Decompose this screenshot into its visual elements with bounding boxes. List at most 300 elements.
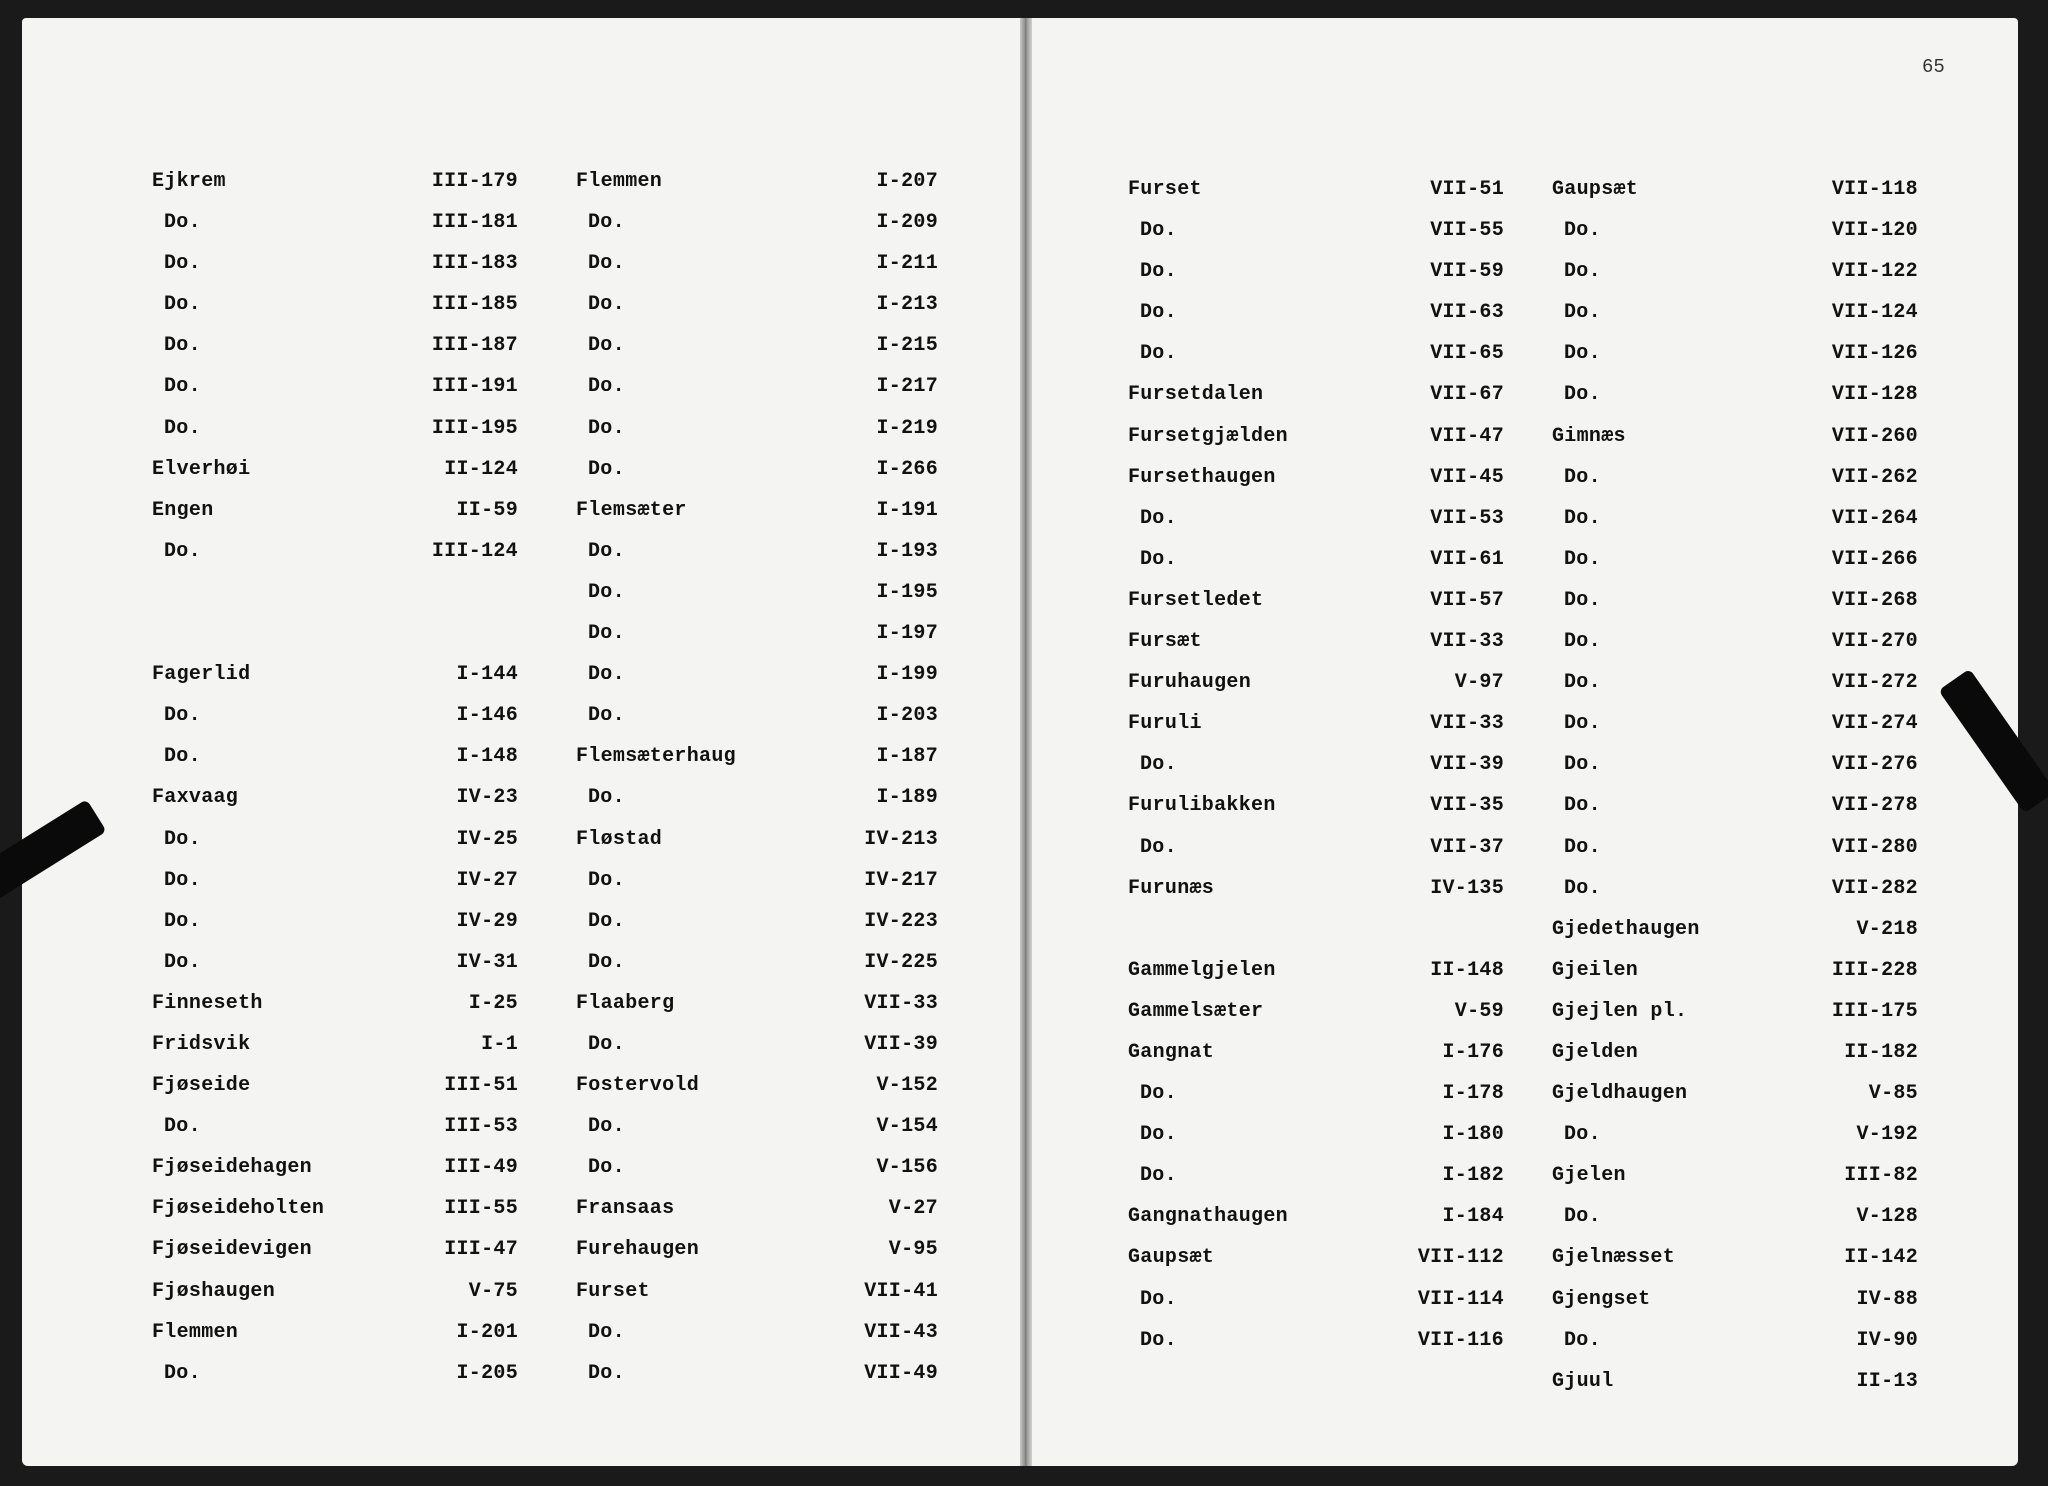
index-entry xyxy=(1128,589,1504,630)
index-entry xyxy=(1128,260,1504,301)
index-entry xyxy=(152,581,518,622)
place-name: Do. xyxy=(164,868,201,892)
place-name: Do. xyxy=(1564,1205,1601,1229)
place-name: Do. xyxy=(1140,219,1177,243)
reference-number: I-209 xyxy=(876,211,938,235)
place-name: Do. xyxy=(1140,1287,1177,1311)
reference-number: VII-57 xyxy=(1430,588,1504,612)
place-name: Do. xyxy=(164,293,201,317)
index-entry xyxy=(152,252,518,293)
index-entry xyxy=(576,1033,938,1074)
index-entry xyxy=(152,704,518,745)
index-entry xyxy=(1552,1205,1918,1246)
index-entry xyxy=(1128,1288,1504,1329)
place-name: Do. xyxy=(1564,876,1601,900)
reference-number: III-228 xyxy=(1831,958,1918,982)
index-entry xyxy=(576,910,938,951)
reference-number: I-199 xyxy=(876,663,938,687)
index-entry xyxy=(576,293,938,334)
place-name: Gjedethaugen xyxy=(1552,917,1700,941)
reference-number: VII-116 xyxy=(1417,1328,1504,1352)
place-name: Fridsvik xyxy=(152,1032,251,1056)
place-name: Flaaberg xyxy=(576,991,675,1015)
reference-number: I-201 xyxy=(456,1320,518,1344)
reference-number: VII-128 xyxy=(1831,383,1918,407)
index-entry xyxy=(152,293,518,334)
reference-number: VII-278 xyxy=(1831,794,1918,818)
place-name: Do. xyxy=(588,334,625,358)
index-entry xyxy=(576,334,938,375)
reference-number: III-47 xyxy=(444,1238,518,1262)
place-name: Do. xyxy=(588,950,625,974)
place-name: Do. xyxy=(1564,588,1601,612)
index-entry xyxy=(576,704,938,745)
place-name: Flemmen xyxy=(152,1320,239,1344)
place-name: Fløstad xyxy=(576,827,663,851)
place-name: Gangnat xyxy=(1128,1040,1215,1064)
reference-number: VII-268 xyxy=(1831,588,1918,612)
reference-number: V-27 xyxy=(888,1197,938,1221)
index-entry xyxy=(1552,466,1918,507)
place-name: Do. xyxy=(588,416,625,440)
index-entry xyxy=(1128,342,1504,383)
place-name: Engen xyxy=(152,498,214,522)
reference-number: II-13 xyxy=(1856,1369,1918,1393)
place-name: Gaupsæt xyxy=(1128,1246,1215,1270)
index-entry xyxy=(576,1238,938,1279)
place-name: Do. xyxy=(1564,383,1601,407)
reference-number: I-219 xyxy=(876,416,938,440)
reference-number: III-53 xyxy=(444,1115,518,1139)
place-name: Do. xyxy=(1140,753,1177,777)
place-name: Do. xyxy=(588,1156,625,1180)
place-name: Fursetledet xyxy=(1128,588,1264,612)
place-name: Furset xyxy=(1128,178,1202,201)
place-name: Do. xyxy=(588,375,625,399)
reference-number: I-197 xyxy=(876,622,938,646)
reference-number: III-187 xyxy=(431,334,518,358)
index-column-4 xyxy=(1552,178,1918,1411)
reference-number: VII-61 xyxy=(1430,547,1504,571)
index-entry xyxy=(576,540,938,581)
index-entry xyxy=(1552,342,1918,383)
reference-number: V-152 xyxy=(876,1074,938,1098)
place-name: Do. xyxy=(588,1361,625,1385)
reference-number: VII-112 xyxy=(1417,1246,1504,1270)
index-entry xyxy=(1128,630,1504,671)
reference-number: IV-23 xyxy=(456,786,518,810)
reference-number: VII-266 xyxy=(1831,547,1918,571)
index-entry xyxy=(576,1156,938,1197)
index-entry xyxy=(1552,794,1918,835)
place-name: Do. xyxy=(588,1032,625,1056)
reference-number: V-128 xyxy=(1856,1205,1918,1229)
place-name: Do. xyxy=(1140,342,1177,366)
index-entry xyxy=(1552,178,1918,219)
reference-number: VII-114 xyxy=(1417,1287,1504,1311)
reference-number: I-266 xyxy=(876,457,938,481)
index-entry xyxy=(152,499,518,540)
place-name: Furulibakken xyxy=(1128,794,1276,818)
index-entry xyxy=(1552,1329,1918,1370)
index-entry xyxy=(1552,1288,1918,1329)
place-name: Do. xyxy=(1564,671,1601,695)
place-name: Do. xyxy=(588,1320,625,1344)
reference-number: I-213 xyxy=(876,293,938,317)
index-entry xyxy=(1128,959,1504,1000)
index-entry xyxy=(1552,383,1918,424)
index-entry xyxy=(576,663,938,704)
place-name: Do. xyxy=(164,950,201,974)
reference-number: III-49 xyxy=(444,1156,518,1180)
place-name: Do. xyxy=(588,1115,625,1139)
place-name: Furunæs xyxy=(1128,876,1215,900)
index-entry xyxy=(152,1074,518,1115)
index-entry xyxy=(1128,178,1504,219)
index-entry xyxy=(1552,877,1918,918)
reference-number: VII-51 xyxy=(1430,178,1504,201)
index-entry xyxy=(1128,712,1504,753)
reference-number: I-148 xyxy=(456,745,518,769)
place-name: Do. xyxy=(1140,1082,1177,1106)
index-entry xyxy=(576,581,938,622)
reference-number: IV-217 xyxy=(864,868,938,892)
place-name: Do. xyxy=(164,1361,201,1385)
index-entry xyxy=(1128,1041,1504,1082)
reference-number: I-205 xyxy=(456,1361,518,1385)
reference-number: V-75 xyxy=(468,1279,518,1303)
index-entry xyxy=(1552,1164,1918,1205)
reference-number: VII-43 xyxy=(864,1320,938,1344)
index-entry xyxy=(152,992,518,1033)
reference-number: I-182 xyxy=(1442,1164,1504,1188)
place-name: Finneseth xyxy=(152,991,263,1015)
index-entry xyxy=(1552,1000,1918,1041)
reference-number: V-59 xyxy=(1454,999,1504,1023)
index-entry xyxy=(576,786,938,827)
reference-number: I-180 xyxy=(1442,1123,1504,1147)
place-name: Gammelsæter xyxy=(1128,999,1264,1023)
place-name: Gjelden xyxy=(1552,1040,1639,1064)
reference-number: VII-126 xyxy=(1831,342,1918,366)
reference-number: VII-39 xyxy=(1430,753,1504,777)
index-entry xyxy=(152,1115,518,1156)
reference-number: III-195 xyxy=(431,416,518,440)
index-entry xyxy=(1128,836,1504,877)
place-name: Fagerlid xyxy=(152,663,251,687)
index-entry xyxy=(1128,466,1504,507)
reference-number: III-82 xyxy=(1844,1164,1918,1188)
index-entry xyxy=(1552,753,1918,794)
place-name: Fursæt xyxy=(1128,630,1202,654)
place-name: Do. xyxy=(164,375,201,399)
place-name: Furuli xyxy=(1128,712,1202,736)
place-name: Fursetdalen xyxy=(1128,383,1264,407)
reference-number: VII-49 xyxy=(864,1361,938,1385)
index-entry xyxy=(576,828,938,869)
reference-number: III-191 xyxy=(431,375,518,399)
place-name: Gjejlen pl. xyxy=(1552,999,1688,1023)
place-name: Flemsæterhaug xyxy=(576,745,736,769)
place-name: Do. xyxy=(1564,630,1601,654)
index-entry xyxy=(152,1156,518,1197)
place-name: Fjøseidevigen xyxy=(152,1238,312,1262)
index-entry xyxy=(1128,1123,1504,1164)
place-name: Gjelnæsset xyxy=(1552,1246,1676,1270)
book-gutter xyxy=(1020,18,1032,1466)
index-entry xyxy=(1128,794,1504,835)
reference-number: VII-270 xyxy=(1831,630,1918,654)
index-entry xyxy=(1128,1246,1504,1287)
reference-number: I-211 xyxy=(876,252,938,276)
place-name: Gammelgjelen xyxy=(1128,958,1276,982)
index-entry xyxy=(1552,918,1918,959)
reference-number: II-182 xyxy=(1844,1040,1918,1064)
reference-number: IV-88 xyxy=(1856,1287,1918,1311)
reference-number: V-192 xyxy=(1856,1123,1918,1147)
reference-number: II-142 xyxy=(1844,1246,1918,1270)
place-name: Furehaugen xyxy=(576,1238,700,1262)
reference-number: I-189 xyxy=(876,786,938,810)
place-name: Gangnathaugen xyxy=(1128,1205,1288,1229)
index-entry xyxy=(1128,1164,1504,1205)
index-entry xyxy=(1552,260,1918,301)
reference-number: III-181 xyxy=(431,211,518,235)
index-entry xyxy=(152,828,518,869)
index-entry xyxy=(576,951,938,992)
place-name: Do. xyxy=(1564,547,1601,571)
reference-number: IV-225 xyxy=(864,950,938,974)
place-name: Gjeilen xyxy=(1552,958,1639,982)
reference-number: I-193 xyxy=(876,539,938,563)
place-name: Do. xyxy=(1564,753,1601,777)
index-entry xyxy=(1128,1329,1504,1370)
index-entry xyxy=(1552,425,1918,466)
index-entry xyxy=(152,663,518,704)
place-name: Fjøseideholten xyxy=(152,1197,325,1221)
place-name: Do. xyxy=(164,1115,201,1139)
reference-number: VII-122 xyxy=(1831,260,1918,284)
index-entry xyxy=(1128,507,1504,548)
reference-number: VII-37 xyxy=(1430,835,1504,859)
place-name: Gjuul xyxy=(1552,1369,1614,1393)
index-entry xyxy=(152,458,518,499)
place-name: Furset xyxy=(576,1279,650,1303)
place-name: Do. xyxy=(588,539,625,563)
index-entry xyxy=(576,252,938,293)
reference-number: V-95 xyxy=(888,1238,938,1262)
reference-number: VII-276 xyxy=(1831,753,1918,777)
place-name: Do. xyxy=(1564,342,1601,366)
index-entry xyxy=(152,1321,518,1362)
index-entry xyxy=(152,786,518,827)
reference-number: VII-63 xyxy=(1430,301,1504,325)
place-name: Do. xyxy=(164,211,201,235)
reference-number: III-51 xyxy=(444,1074,518,1098)
place-name: Do. xyxy=(1564,219,1601,243)
place-name: Do. xyxy=(1564,1328,1601,1352)
reference-number: V-85 xyxy=(1868,1082,1918,1106)
place-name: Do. xyxy=(1564,465,1601,489)
reference-number: IV-31 xyxy=(456,950,518,974)
place-name: Gimnæs xyxy=(1552,424,1626,448)
reference-number: VII-65 xyxy=(1430,342,1504,366)
index-entry xyxy=(1128,219,1504,260)
index-entry xyxy=(1128,548,1504,589)
place-name: Fostervold xyxy=(576,1074,700,1098)
reference-number: V-97 xyxy=(1454,671,1504,695)
place-name: Do. xyxy=(1140,506,1177,530)
place-name: Fjøshaugen xyxy=(152,1279,276,1303)
reference-number: I-25 xyxy=(468,991,518,1015)
reference-number: I-215 xyxy=(876,334,938,358)
reference-number: VII-124 xyxy=(1831,301,1918,325)
index-entry xyxy=(1128,301,1504,342)
reference-number: VII-45 xyxy=(1430,465,1504,489)
place-name: Do. xyxy=(1564,712,1601,736)
index-entry xyxy=(1552,1041,1918,1082)
index-entry xyxy=(1128,671,1504,712)
place-name: Do. xyxy=(164,416,201,440)
reference-number: VII-53 xyxy=(1430,506,1504,530)
place-name: Do. xyxy=(588,663,625,687)
index-entry xyxy=(1552,671,1918,712)
place-name: Do. xyxy=(588,293,625,317)
place-name: Fransaas xyxy=(576,1197,675,1221)
place-name: Do. xyxy=(588,211,625,235)
index-entry xyxy=(152,745,518,786)
place-name: Ejkrem xyxy=(152,170,226,193)
index-entry xyxy=(152,170,518,211)
reference-number: VII-118 xyxy=(1831,178,1918,201)
reference-number: VII-120 xyxy=(1831,219,1918,243)
reference-number: VII-35 xyxy=(1430,794,1504,818)
index-entry xyxy=(1128,918,1504,959)
index-entry xyxy=(152,910,518,951)
place-name: Do. xyxy=(1564,1123,1601,1147)
place-name: Gaupsæt xyxy=(1552,178,1639,201)
index-entry xyxy=(1128,753,1504,794)
reference-number: VII-55 xyxy=(1430,219,1504,243)
index-entry xyxy=(1128,425,1504,466)
reference-number: I-146 xyxy=(456,704,518,728)
reference-number: I-187 xyxy=(876,745,938,769)
index-entry xyxy=(1128,1000,1504,1041)
reference-number: VII-280 xyxy=(1831,835,1918,859)
index-column-3 xyxy=(1128,178,1504,1370)
reference-number: V-154 xyxy=(876,1115,938,1139)
place-name: Do. xyxy=(1140,260,1177,284)
reference-number: I-217 xyxy=(876,375,938,399)
place-name: Do. xyxy=(588,868,625,892)
index-entry xyxy=(1552,219,1918,260)
reference-number: VII-282 xyxy=(1831,876,1918,900)
place-name: Do. xyxy=(164,334,201,358)
index-entry xyxy=(1552,836,1918,877)
place-name: Do. xyxy=(164,539,201,563)
reference-number: IV-223 xyxy=(864,909,938,933)
reference-number: I-195 xyxy=(876,580,938,604)
index-entry xyxy=(152,1197,518,1238)
index-column-2 xyxy=(576,170,938,1403)
place-name: Do. xyxy=(1564,835,1601,859)
place-name: Do. xyxy=(1140,1328,1177,1352)
index-column-1 xyxy=(152,170,518,1403)
reference-number: VII-260 xyxy=(1831,424,1918,448)
reference-number: V-218 xyxy=(1856,917,1918,941)
reference-number: II-124 xyxy=(444,457,518,481)
place-name: Do. xyxy=(1140,1123,1177,1147)
place-name: Flemsæter xyxy=(576,498,687,522)
place-name: Do. xyxy=(1564,260,1601,284)
index-entry xyxy=(576,211,938,252)
index-entry xyxy=(152,540,518,581)
place-name: Faxvaag xyxy=(152,786,239,810)
index-entry xyxy=(152,1033,518,1074)
index-entry xyxy=(152,1280,518,1321)
index-entry xyxy=(152,211,518,252)
index-entry xyxy=(152,375,518,416)
reference-number: IV-25 xyxy=(456,827,518,851)
place-name: Do. xyxy=(1140,301,1177,325)
place-name: Do. xyxy=(164,252,201,276)
index-entry xyxy=(1552,712,1918,753)
index-entry xyxy=(1552,548,1918,589)
page-number: 65 xyxy=(1922,56,1945,78)
place-name: Do. xyxy=(1140,1164,1177,1188)
index-entry xyxy=(1552,1370,1918,1411)
reference-number: I-144 xyxy=(456,663,518,687)
place-name: Do. xyxy=(588,622,625,646)
place-name: Fjøseide xyxy=(152,1074,251,1098)
reference-number: VII-39 xyxy=(864,1032,938,1056)
reference-number: I-207 xyxy=(876,170,938,193)
place-name: Fursethaugen xyxy=(1128,465,1276,489)
index-entry xyxy=(152,1362,518,1403)
index-entry xyxy=(576,745,938,786)
index-entry xyxy=(576,622,938,663)
index-entry xyxy=(1552,1246,1918,1287)
reference-number: VII-272 xyxy=(1831,671,1918,695)
place-name: Fursetgjælden xyxy=(1128,424,1288,448)
index-entry xyxy=(576,869,938,910)
reference-number: VII-33 xyxy=(1430,630,1504,654)
index-entry xyxy=(1552,1123,1918,1164)
reference-number: III-179 xyxy=(431,170,518,193)
reference-number: VII-33 xyxy=(864,991,938,1015)
index-entry xyxy=(576,499,938,540)
index-entry xyxy=(152,1238,518,1279)
place-name: Do. xyxy=(588,457,625,481)
reference-number: I-191 xyxy=(876,498,938,522)
index-entry xyxy=(1552,301,1918,342)
reference-number: VII-67 xyxy=(1430,383,1504,407)
reference-number: I-176 xyxy=(1442,1040,1504,1064)
index-entry xyxy=(1128,877,1504,918)
reference-number: III-185 xyxy=(431,293,518,317)
index-entry xyxy=(576,375,938,416)
place-name: Do. xyxy=(1564,794,1601,818)
place-name: Do. xyxy=(1140,835,1177,859)
index-entry xyxy=(576,992,938,1033)
reference-number: IV-29 xyxy=(456,909,518,933)
place-name: Do. xyxy=(1564,301,1601,325)
place-name: Gjeldhaugen xyxy=(1552,1082,1688,1106)
place-name: Do. xyxy=(164,745,201,769)
reference-number: VII-274 xyxy=(1831,712,1918,736)
index-entry xyxy=(576,1115,938,1156)
reference-number: VII-33 xyxy=(1430,712,1504,736)
